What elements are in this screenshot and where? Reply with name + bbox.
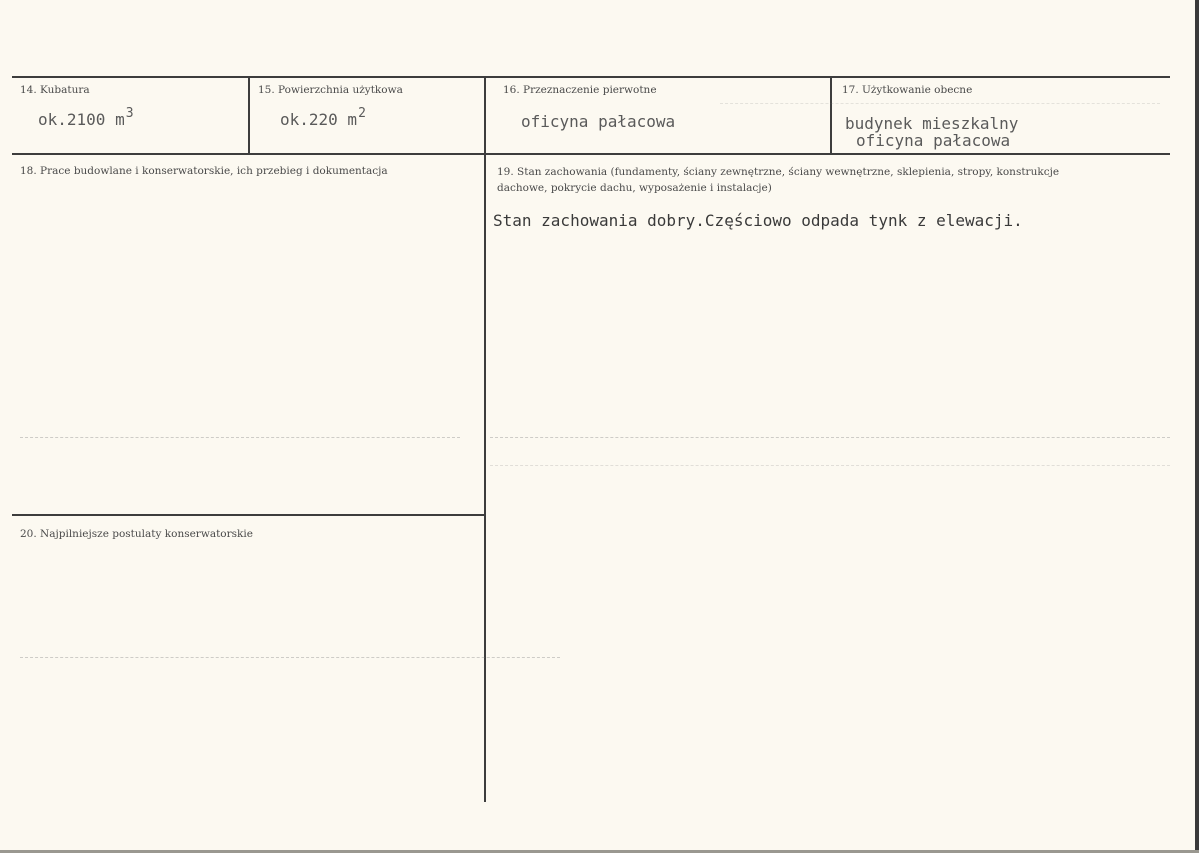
divider-15-16 <box>484 77 486 154</box>
divider-18-19 <box>484 154 486 802</box>
field-15-unit-exponent: 2 <box>358 106 366 121</box>
field-18-label: 18. Prace budowlane i konserwatorskie, ich przebieg i dokumentacja <box>20 165 388 177</box>
faint-guide-line <box>490 465 1170 466</box>
field-16-value: oficyna pałacowa <box>521 112 676 131</box>
field-20-label: 20. Najpilniejsze postulaty konserwatorskie <box>20 528 253 540</box>
field-16-label: 16. Przeznaczenie pierwotne <box>503 84 657 96</box>
divider-18-20 <box>12 514 484 516</box>
field-19-label: 19. Stan zachowania (fundamenty, ściany zewnętrzne, ściany wewnętrzne, sklepienia, stropy, konstrukcje dachowe, pokrycie dachu, wyposażenie i instalacje) <box>497 166 1060 194</box>
faint-guide-line <box>20 657 560 658</box>
field-15-value-text: ok.220 m <box>280 110 358 129</box>
field-14-unit-exponent: 3 <box>125 106 134 121</box>
faint-guide-line <box>490 437 1170 438</box>
scan-edge-right <box>1195 0 1199 853</box>
field-14-value-text: ok.2100 m <box>38 110 125 129</box>
row1-bottom-border <box>12 153 1170 155</box>
field-15-value <box>280 106 366 129</box>
field-15-label: 15. Powierzchnia użytkowa <box>258 84 403 96</box>
field-17-value-line1: budynek mieszkalny <box>845 114 1019 133</box>
faint-guide-line <box>720 103 1160 104</box>
table-top-border <box>12 76 1170 78</box>
field-17-label: 17. Użytkowanie obecne <box>842 84 973 96</box>
field-17-value-line2: oficyna pałacowa <box>856 131 1011 150</box>
field-19-value: Stan zachowania dobry.Częściowo odpada tynk z elewacji. <box>493 211 1023 230</box>
divider-14-15 <box>248 77 250 154</box>
faint-guide-line <box>20 437 460 438</box>
field-14-label: 14. Kubatura <box>20 84 90 96</box>
divider-16-17 <box>830 77 832 154</box>
field-14-value <box>38 106 134 129</box>
